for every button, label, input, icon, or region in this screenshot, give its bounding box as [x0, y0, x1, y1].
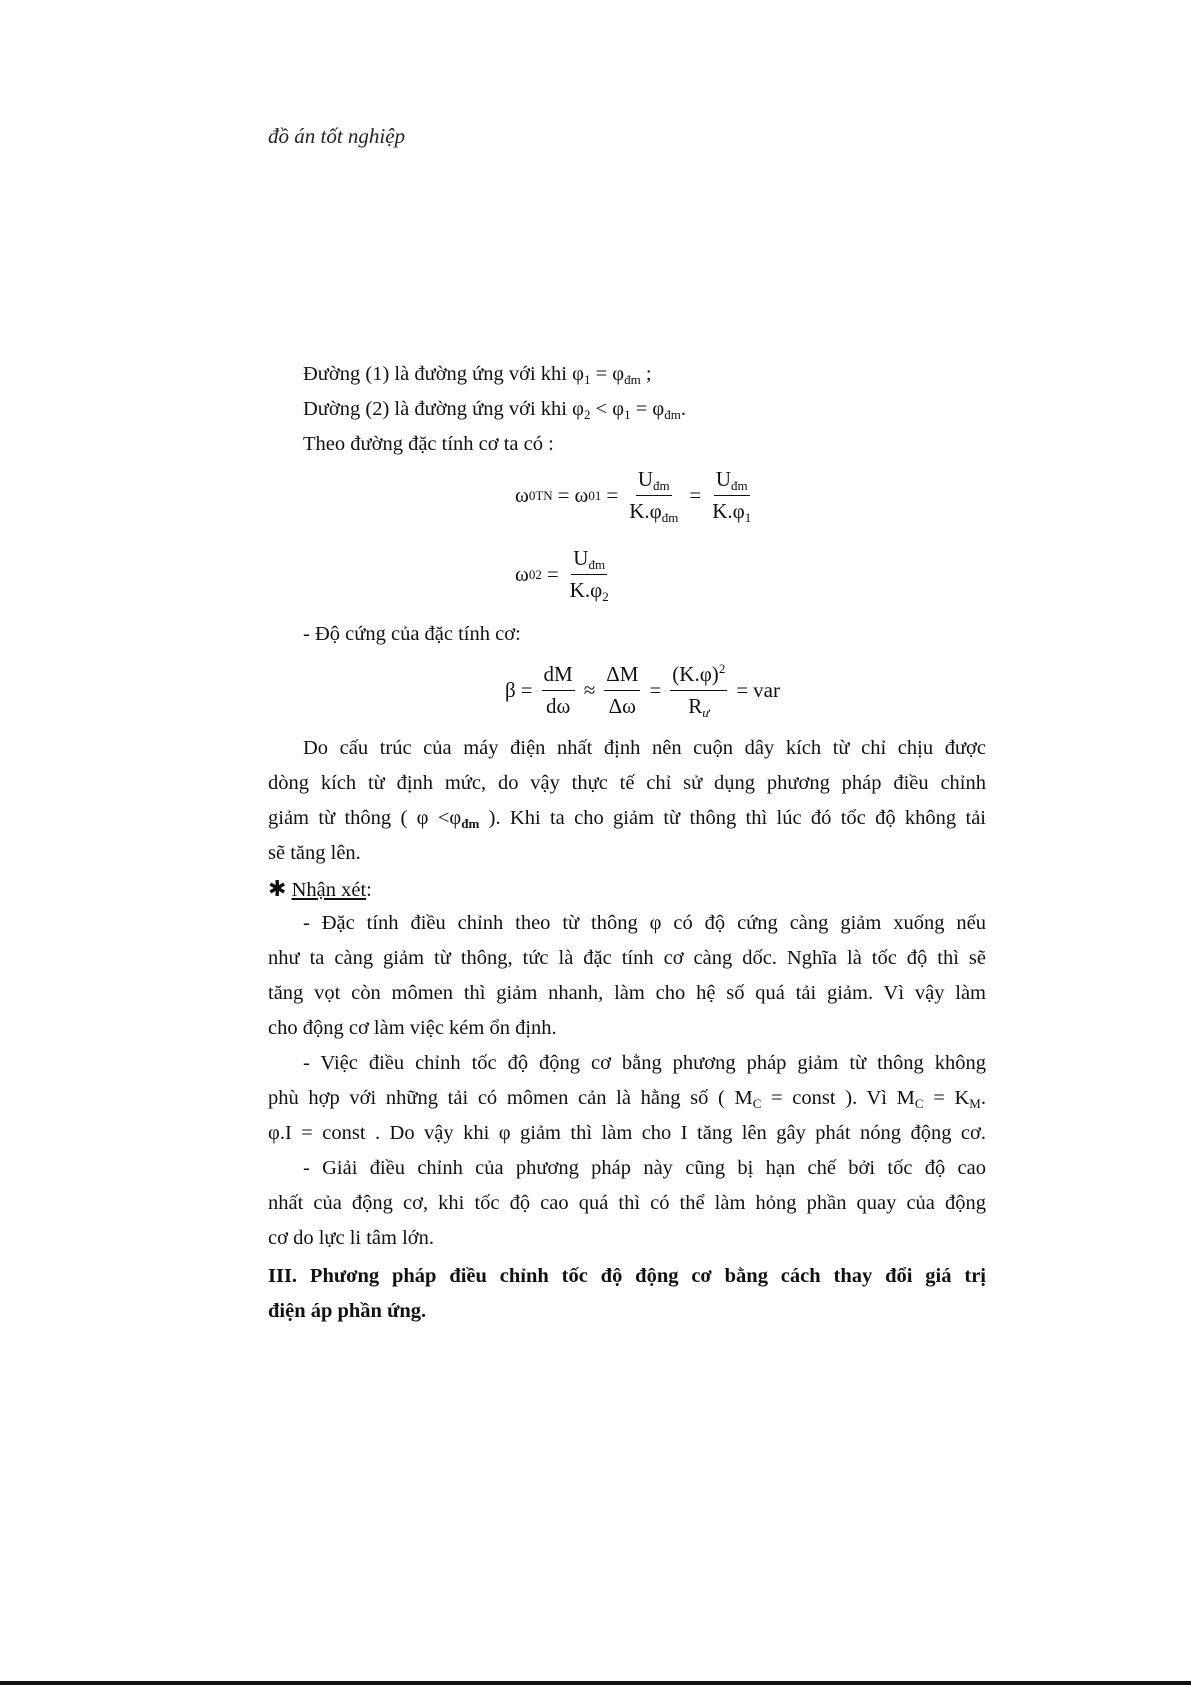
section-heading-line2: điện áp phần ứng. — [268, 1300, 427, 1322]
formula-omega-02: ω 02 = $\frac{U_{đm}}{K.\varphi_2}$ — [515, 546, 609, 604]
para1-line2: dòng kích từ định mức, do vậy thực tế chỉ sử dụng phương pháp điều chỉnh — [268, 772, 986, 794]
para2-line2: như ta càng giảm từ thông, tức là đặc tính cơ càng dốc. Nghĩa là tốc độ thì sẽ — [268, 947, 986, 969]
para3-line2: phù hợp với những tải có mômen cản là hằng số ( $M_C$ = const ). Vì $M_C = K_M$. — [268, 1087, 986, 1111]
text-line-stiffness: - Độ cứng của đặc tính cơ: — [303, 623, 521, 645]
para3-line1: - Việc điều chỉnh tốc độ động cơ bằng phương pháp giảm từ thông không — [303, 1052, 986, 1074]
para1-line1: Do cấu trúc của máy điện nhất định nên cuộn dây kích từ chỉ chịu được — [303, 737, 986, 759]
para4-line3: cơ do lực li tâm lớn. — [268, 1227, 435, 1249]
fraction-kphi-squared-over-r: $\frac{(K.\varphi)^2}{R_ư}$ — [672, 661, 726, 720]
para2-line1: - Đặc tính điều chỉnh theo từ thông φ có độ cứng càng giảm xuống nếu — [303, 912, 986, 934]
section-heading-line1: III. Phương pháp điều chỉnh tốc độ động cơ bằng cách thay đổi giá trị — [268, 1265, 986, 1287]
para3-line3: φ.I = const . Do vậy khi φ giảm thì làm cho I tăng lên gây phát nóng động cơ. — [268, 1122, 986, 1144]
formula-omega-0tn: ω 0TN = ω 01 = $\frac{U_{đm}}{K.\varphi_{đm}}$ = $\frac{U_{đm}}{K.\varphi_1}$ — [515, 467, 752, 525]
para1-line3: giảm từ thông ( $\varphi <\varphi_{đm}$ ). Khi ta cho giảm từ thông thì lúc đó tốc độ không tải — [268, 807, 987, 831]
fraction-udm-over-kphi1: $\frac{U_{đm}}{K.\varphi_1}$ — [712, 467, 752, 525]
asterisk-icon: ✱ — [268, 876, 287, 901]
para2-line3: tăng vọt còn mômen thì giảm nhanh, làm cho hệ số quá tải giảm. Vì vậy làm — [268, 982, 986, 1004]
running-header: đồ án tốt nghiệp — [268, 124, 406, 148]
fraction-deltam-over-deltaomega: $\frac{\Delta M}{\Delta\omega}$ — [606, 662, 639, 718]
fraction-dm-over-domega: $\frac{dM}{d\omega}$ — [543, 662, 573, 718]
para4-line2: nhất của động cơ, khi tốc độ cao quá thì có thể làm hỏng phần quay của động — [268, 1192, 986, 1214]
formula-stiffness-beta: β = $\frac{dM}{d\omega}$ ≈ $\frac{\Delta M}{\Delta\omega}$ = $\frac{(K.\varphi)^2}{R_ư}$ = var — [505, 661, 780, 720]
fraction-udm-over-kphi2: $\frac{U_{đm}}{K.\varphi_2}$ — [569, 546, 609, 604]
text-line-curve-1: Đường (1) là đường ứng với khi $\varphi_1 = \varphi_{đm}$ ; — [303, 363, 652, 387]
para4-line1: - Giải điều chỉnh của phương pháp này cũng bị hạn chế bởi tốc độ cao — [303, 1157, 986, 1179]
text-line-characteristic: Theo đường đặc tính cơ ta có : — [303, 433, 554, 455]
page-bottom-border — [0, 1681, 1191, 1685]
fraction-udm-over-kphidm: $\frac{U_{đm}}{K.\varphi_{đm}}$ — [629, 467, 679, 525]
remark-label: ✱ Nhận xét: — [268, 876, 372, 901]
text-line-curve-2: Dường (2) là đường ứng với khi $\varphi_2 < \varphi_1 = \varphi_{đm}$. — [303, 398, 687, 422]
para1-line4: sẽ tăng lên. — [268, 842, 361, 864]
para2-line4: cho động cơ làm việc kém ổn định. — [268, 1017, 557, 1039]
